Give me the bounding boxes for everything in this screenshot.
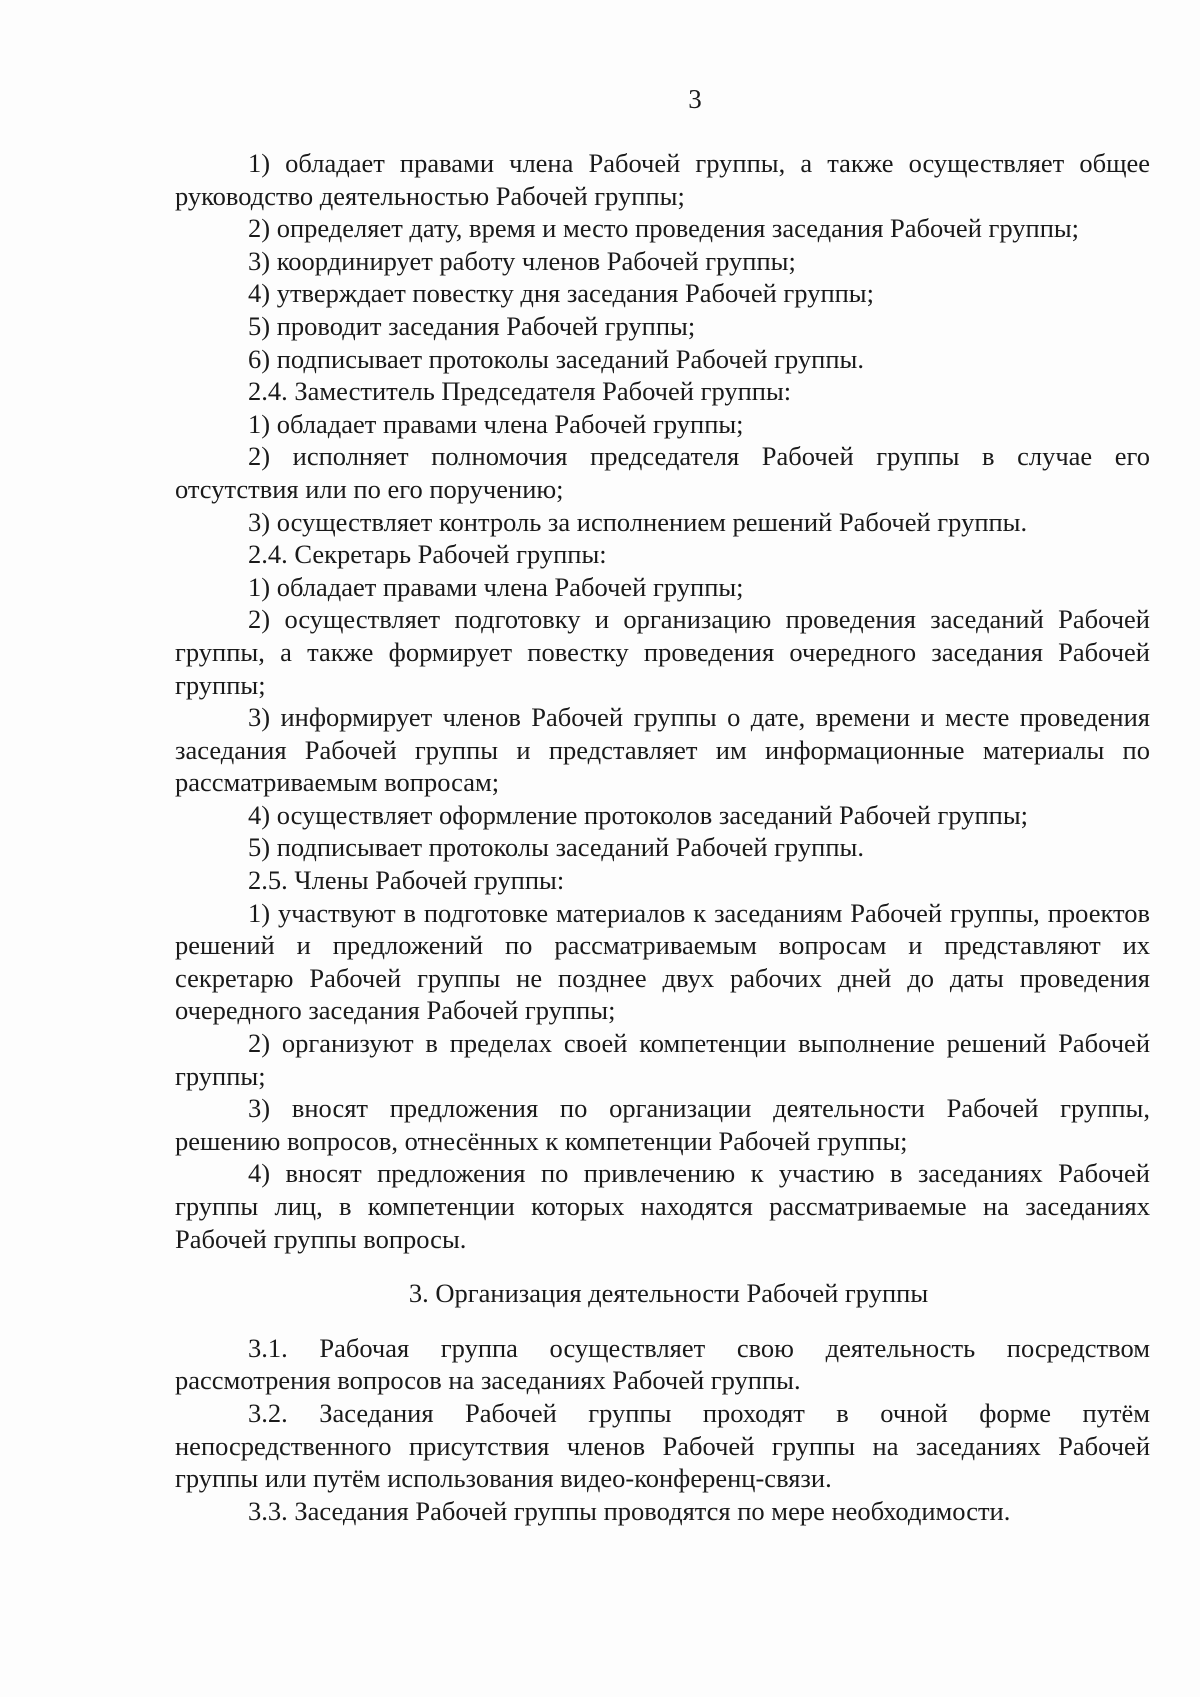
- paragraph: 3) информирует членов Рабочей группы о дате, времени и месте проведения заседания Рабочей группы и представляет им информационные материалы по рассматриваемым вопросам;: [175, 702, 1150, 798]
- paragraph: 3.1. Рабочая группа осуществляет свою деятельность посредством рассмотрения вопросов на заседаниях Рабочей группы.: [175, 1332, 1150, 1396]
- paragraph: 2) организуют в пределах своей компетенции выполнение решений Рабочей группы;: [175, 1028, 1150, 1091]
- paragraph: 3.3. Заседания Рабочей группы проводятся по мере необходимости.: [248, 1495, 1011, 1526]
- section-heading: 3. Организация деятельности Рабочей группы: [408, 1278, 929, 1309]
- paragraph: 5) подписывает протоколы заседаний Рабочей группы.: [248, 832, 864, 863]
- paragraph: 1) обладает правами члена Рабочей группы, а также осуществляет общее руководство деятельностью Рабочей группы;: [175, 148, 1150, 211]
- paragraph: 2) исполняет полномочия председателя Рабочей группы в случае его отсутствия или по его поручению;: [175, 441, 1150, 504]
- paragraph: 2.5. Члены Рабочей группы:: [248, 865, 565, 896]
- paragraph: 2) определяет дату, время и место проведения заседания Рабочей группы;: [248, 213, 1080, 244]
- paragraph: 3) координирует работу членов Рабочей группы;: [248, 245, 796, 276]
- paragraph: 4) вносят предложения по привлечению к участию в заседаниях Рабочей группы лиц, в компетенции которых находятся рассматриваемые на заседаниях Рабочей группы вопросы.: [175, 1158, 1150, 1254]
- paragraph: 1) обладает правами члена Рабочей группы;: [248, 571, 744, 602]
- paragraph: 4) утверждает повестку дня заседания Рабочей группы;: [248, 278, 874, 309]
- document-body: [175, 147, 1150, 1527]
- page-number: 3: [688, 84, 702, 114]
- paragraph: 4) осуществляет оформление протоколов заседаний Рабочей группы;: [248, 799, 1029, 830]
- paragraph: 2.4. Секретарь Рабочей группы:: [248, 539, 607, 570]
- paragraph: 5) проводит заседания Рабочей группы;: [248, 310, 696, 341]
- paragraph: 3) осуществляет контроль за исполнением решений Рабочей группы.: [248, 506, 1028, 537]
- paragraph: 2.4. Заместитель Председателя Рабочей группы:: [248, 376, 792, 407]
- paragraph: 2) осуществляет подготовку и организацию проведения заседаний Рабочей группы, а также формирует повестку проведения очередного заседания Рабочей группы;: [175, 604, 1150, 700]
- paragraph: 1) обладает правами члена Рабочей группы;: [248, 408, 744, 439]
- paragraph: 1) участвуют в подготовке материалов к заседаниям Рабочей группы, проектов решений и предложений по рассматриваемым вопросам и представляют их секретарю Рабочей группы не позднее двух рабочих дней до даты проведения очередного заседания Рабочей группы;: [175, 897, 1150, 1026]
- paragraph: 3.2. Заседания Рабочей группы проходят в очной форме путём непосредственного присутствия членов Рабочей группы на заседаниях Рабочей группы или путём использования видео-конференц-связи.: [175, 1397, 1150, 1494]
- paragraph: 6) подписывает протоколы заседаний Рабочей группы.: [248, 343, 864, 374]
- paragraph: 3) вносят предложения по организации деятельности Рабочей группы, решению вопросов, отнесённых к компетенции Рабочей группы;: [175, 1093, 1150, 1156]
